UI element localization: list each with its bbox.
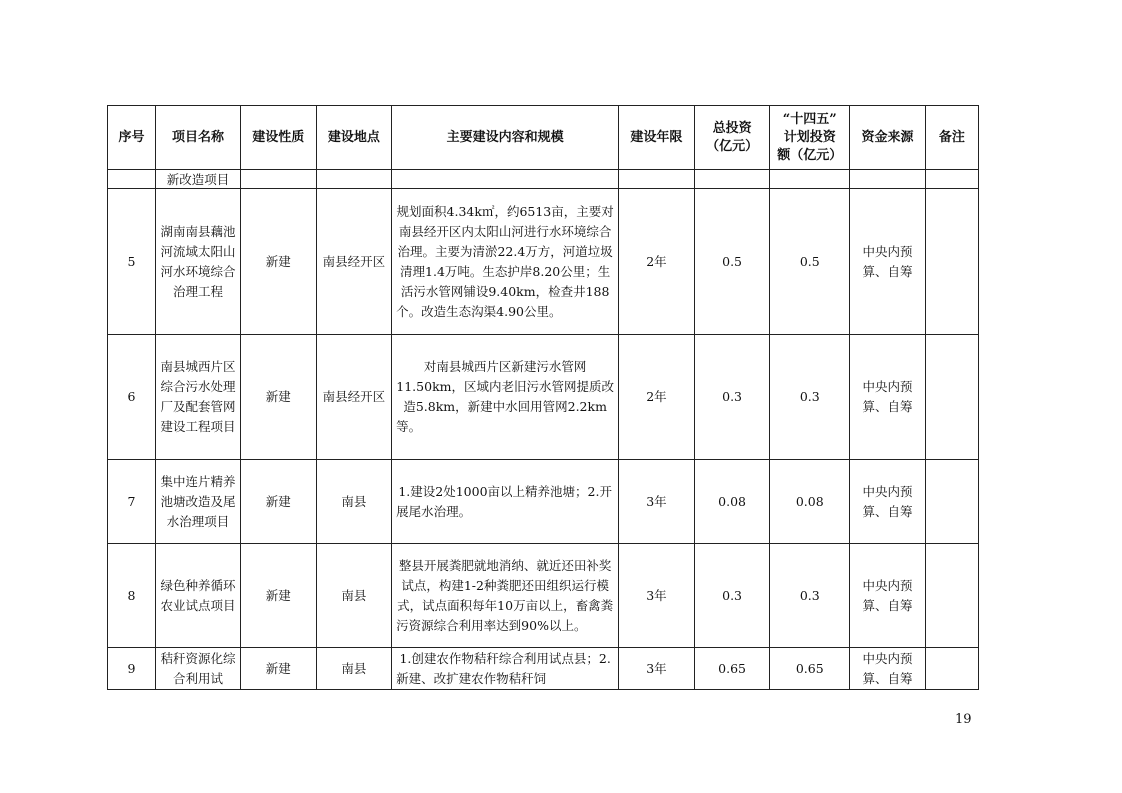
row-remark <box>925 460 978 544</box>
row-total-investment: 0.3 <box>694 544 770 648</box>
header-content: 主要建设内容和规模 <box>392 106 619 170</box>
header-plan-line2: 计划投资 <box>783 129 836 145</box>
row-content: 对南县城西片区新建污水管网11.50km，区域内老旧污水管网提质改造5.8km，新建中水回用管网2.2km等。 <box>392 335 619 460</box>
row-project-name: 湖南南县藕池河流域太阳山河水环境综合治理工程 <box>156 189 241 335</box>
row-project-name: 绿色种养循环农业试点项目 <box>156 544 241 648</box>
row-funding: 中央内预算、自筹 <box>850 460 926 544</box>
row-years: 3年 <box>619 460 695 544</box>
row-years: 2年 <box>619 189 695 335</box>
row-location: 南县经开区 <box>316 335 392 460</box>
row-nature: 新建 <box>240 544 316 648</box>
table-row <box>108 648 979 690</box>
row-location: 南县 <box>316 648 392 690</box>
row-funding: 中央内预算、自筹 <box>850 648 926 690</box>
row-nature: 新建 <box>240 460 316 544</box>
table-row <box>108 189 979 335</box>
header-location: 建设地点 <box>316 106 392 170</box>
table-header-row <box>108 106 979 170</box>
header-remark: 备注 <box>925 106 978 170</box>
row-plan-investment: 0.65 <box>770 648 850 690</box>
row-funding: 中央内预算、自筹 <box>850 544 926 648</box>
table-row <box>108 460 979 544</box>
row-nature: 新建 <box>240 648 316 690</box>
header-years: 建设年限 <box>619 106 695 170</box>
header-nature: 建设性质 <box>240 106 316 170</box>
header-seq: 序号 <box>108 106 156 170</box>
row-content: 1.创建农作物秸秆综合利用试点县；2.新建、改扩建农作物秸秆饲 <box>392 648 619 690</box>
table-row-continued <box>108 170 979 189</box>
header-total-line1: 总投资 <box>712 120 752 136</box>
row-content: 整县开展粪肥就地消纳、就近还田补奖试点，构建1-2种粪肥还田组织运行模式，试点面积每年10万亩以上，畜禽粪污资源综合利用率达到90%以上。 <box>392 544 619 648</box>
row-total-investment: 0.5 <box>694 189 770 335</box>
row-years: 2年 <box>619 335 695 460</box>
row-nature: 新建 <box>240 189 316 335</box>
row-seq: 5 <box>108 189 156 335</box>
header-plan-investment <box>770 106 850 170</box>
row-plan-investment: 0.3 <box>770 335 850 460</box>
row-remark <box>925 335 978 460</box>
row-plan-investment: 0.3 <box>770 544 850 648</box>
row-remark <box>925 544 978 648</box>
header-plan-line3: 额（亿元） <box>777 147 843 163</box>
row-location: 南县经开区 <box>316 189 392 335</box>
row-funding: 中央内预算、自筹 <box>850 335 926 460</box>
row-content: 1.建设2处1000亩以上精养池塘；2.开展尾水治理。 <box>392 460 619 544</box>
header-total-line2: （亿元） <box>706 138 759 154</box>
row-seq: 6 <box>108 335 156 460</box>
header-total-investment <box>694 106 770 170</box>
row-total-investment: 0.65 <box>694 648 770 690</box>
row-years: 3年 <box>619 648 695 690</box>
row-seq: 8 <box>108 544 156 648</box>
header-plan-line1: “十四五” <box>782 111 837 127</box>
table-row <box>108 335 979 460</box>
table-row <box>108 544 979 648</box>
header-funding: 资金来源 <box>850 106 926 170</box>
row-project-name: 集中连片精养池塘改造及尾水治理项目 <box>156 460 241 544</box>
row-seq: 9 <box>108 648 156 690</box>
row-remark <box>925 648 978 690</box>
row-remark <box>925 189 978 335</box>
row-nature: 新建 <box>240 335 316 460</box>
header-name: 项目名称 <box>156 106 241 170</box>
row-seq: 7 <box>108 460 156 544</box>
row-years: 3年 <box>619 544 695 648</box>
page-number: 19 <box>955 712 972 727</box>
row-content: 规划面积4.34k㎡，约6513亩，主要对南县经开区内太阳山河进行水环境综合治理。主要为清淤22.4万方，河道垃圾清理1.4万吨。生态护岸8.20公里；生活污水管网铺设9.40km，检查井188个。改造生态沟渠4.90公里。 <box>392 189 619 335</box>
continued-project-name: 新改造项目 <box>156 170 241 189</box>
row-total-investment: 0.08 <box>694 460 770 544</box>
row-plan-investment: 0.5 <box>770 189 850 335</box>
row-plan-investment: 0.08 <box>770 460 850 544</box>
row-project-name: 秸秆资源化综合利用试 <box>156 648 241 690</box>
row-total-investment: 0.3 <box>694 335 770 460</box>
investment-project-table <box>107 105 979 690</box>
row-funding: 中央内预算、自筹 <box>850 189 926 335</box>
row-location: 南县 <box>316 460 392 544</box>
row-project-name: 南县城西片区综合污水处理厂及配套管网建设工程项目 <box>156 335 241 460</box>
row-location: 南县 <box>316 544 392 648</box>
